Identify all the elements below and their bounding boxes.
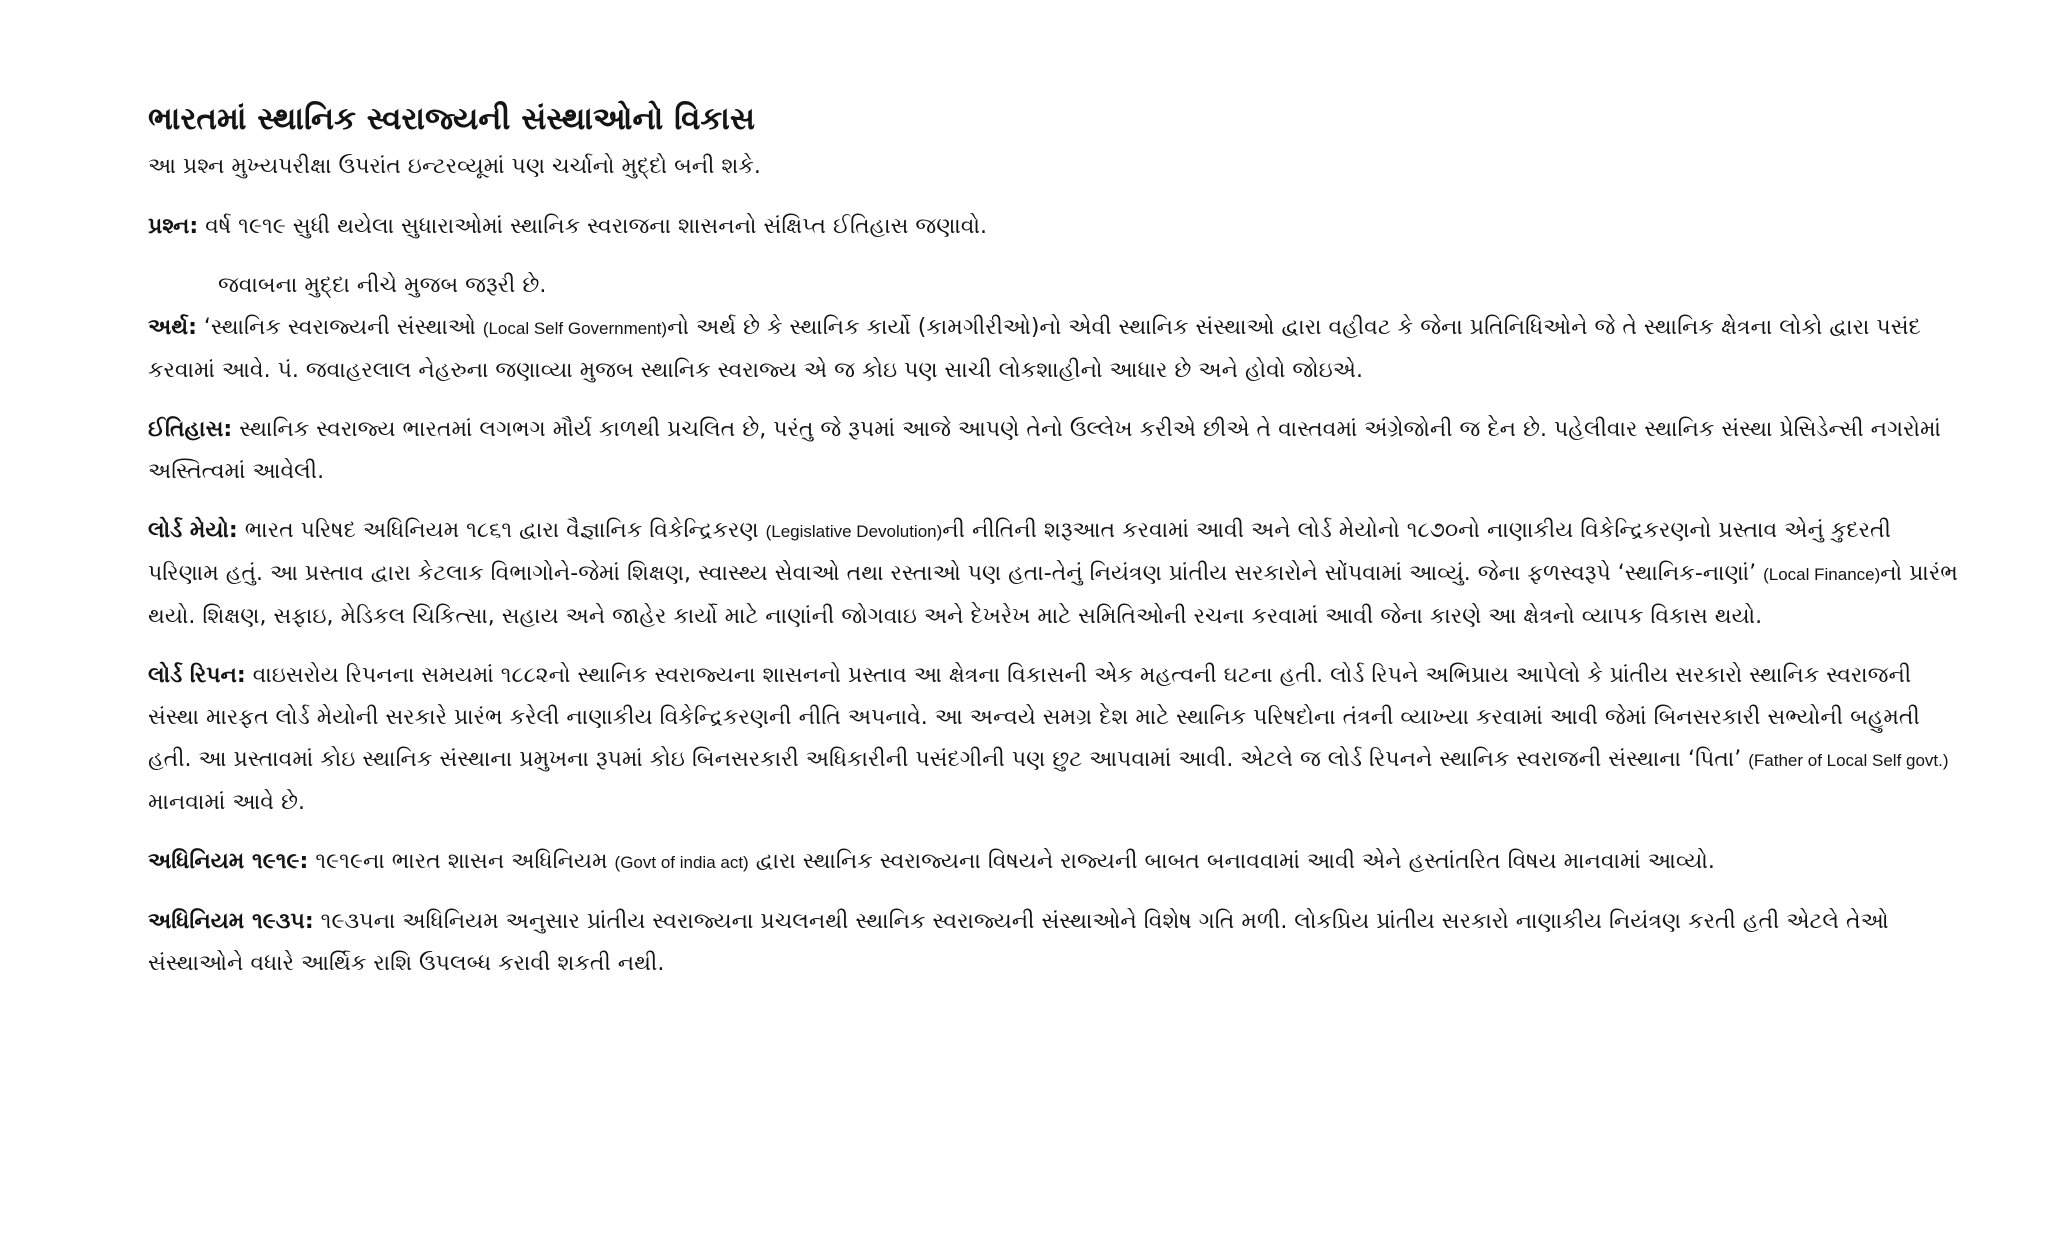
meaning-english-term: (Local Self Government) — [482, 319, 668, 338]
act-1919-english-term: (Govt of india act) — [614, 853, 749, 872]
ripon-paragraph — [148, 655, 1968, 824]
act-1935-paragraph — [148, 901, 1968, 985]
meaning-text-2: નો અર્થ છે કે સ્થાનિક કાર્યો (કામગીરીઓ)નો એવી સ્થાનિક સંસ્થાઓ દ્વારા વહીવટ કે જેના પ્રતિનિધિઓને જે તે સ્થાનિક ક્ષેત્રના લોકો દ્વારા પસંદ કરવામાં આવે. પં. જવાહરલાલ નેહરુના જણાવ્યા મુજબ સ્થાનિક સ્વરાજ્ય એ જ કોઇ પણ સાચી લોકશાહીનો આધાર છે અને હોવો જોઇએ. — [148, 315, 1921, 383]
act-1919-text-1: ૧૯૧૯ના ભારત શાસન અધિનિયમ — [308, 849, 615, 874]
page-title: ભારતમાં સ્થાનિક સ્વરાજ્યની સંસ્થાઓનો વિકાસ — [148, 101, 755, 137]
page-subtitle: આ પ્રશ્ન મુખ્યપરીક્ષા ઉપરાંત ઇન્ટરવ્યૂમાં પણ ચર્ચાનો મુદ્દો બની શકે. — [148, 154, 761, 179]
history-lead: ઈતિહાસ: — [148, 417, 233, 442]
answer-intro: જવાબના મુદ્દા નીચે મુજબ જરૂરી છે. — [218, 273, 547, 298]
mayo-english-term-1: (Legislative Devolution) — [765, 522, 943, 541]
act-1935-lead: અધિનિયમ ૧૯૩૫: — [148, 909, 314, 934]
question-lead: પ્રશ્ન: — [148, 214, 199, 239]
question-paragraph — [148, 206, 1968, 248]
meaning-paragraph — [148, 307, 1968, 392]
ripon-english-term: (Father of Local Self govt.) — [1748, 751, 1949, 770]
meaning-lead: અર્થ: — [148, 315, 197, 340]
question-text: વર્ષ ૧૯૧૯ સુધી થયેલા સુધારાઓમાં સ્થાનિક સ્વરાજના શાસનનો સંક્ષિપ્ત ઈતિહાસ જણાવો. — [198, 214, 987, 239]
mayo-english-term-2: (Local Finance) — [1763, 565, 1881, 584]
act-1919-text-2: દ્વારા સ્થાનિક સ્વરાજ્યના વિષયને રાજ્યની બાબત બનાવવામાં આવી એને હસ્તાંતરિત વિષય માનવામાં આવ્યો. — [748, 849, 1715, 874]
mayo-text-1: ભારત પરિષદ અધિનિયમ ૧૮૬૧ દ્વારા વૈજ્ઞાનિક વિકેન્દ્રિકરણ — [237, 518, 766, 543]
act-1919-paragraph — [148, 841, 1968, 884]
mayo-text-2: ની નીતિની શરૂઆત કરવામાં આવી અને લોર્ડ મેયોનો ૧૮૭૦નો નાણાકીય વિકેન્દ્રિકરણનો પ્રસ્તાવ એનું કુદરતી પરિણામ હતું. આ પ્રસ્તાવ દ્વારા કેટલાક વિભાગોને-જેમાં શિક્ષણ, સ્વાસ્થ્ય સેવાઓ તથા રસ્તાઓ પણ હતા-તેનું નિયંત્રણ પ્રાંતીય સરકારોને સોંપવામાં આવ્યું. જેના ફળસ્વરૂપે ‘સ્થાનિક-નાણાં’ — [148, 518, 1891, 586]
ripon-text-2: માનવામાં આવે છે. — [148, 790, 306, 815]
history-text: સ્થાનિક સ્વરાજ્ય ભારતમાં લગભગ મૌર્ય કાળથી પ્રચલિત છે, પરંતુ જે રૂપમાં આજે આપણે તેનો ઉલ્લેખ કરીએ છીએ તે વાસ્તવમાં અંગ્રેજોની જ દેન છે. પહેલીવાર સ્થાનિક સંસ્થા પ્રેસિડેન્સી નગરોમાં અસ્તિત્વમાં આવેલી. — [148, 417, 1941, 484]
act-1919-lead: અધિનિયમ ૧૯૧૯: — [148, 849, 309, 874]
meaning-text-1: ‘સ્થાનિક સ્વરાજ્યની સંસ્થાઓ — [196, 315, 483, 340]
document-page — [148, 92, 1968, 1002]
mayo-text-3: નો પ્રારંભ થયો. શિક્ષણ, સફાઇ, મેડિકલ ચિકિત્સા, સહાય અને જાહેર કાર્યો માટે નાણાંની જોગવાઇ અને દેખરેખ માટે સમિતિઓની રચના કરવામાં આવી જેના કારણે આ ક્ષેત્રનો વ્યાપક વિકાસ થયો. — [148, 561, 1958, 629]
mayo-paragraph — [148, 510, 1968, 638]
ripon-text-1: વાઇસરોય રિપનના સમયમાં ૧૮૮૨નો સ્થાનિક સ્વરાજ્યના શાસનનો પ્રસ્તાવ આ ક્ષેત્રના વિકાસની એક મહત્વની ઘટના હતી. લોર્ડ રિપને અભિપ્રાય આપેલો કે પ્રાંતીય સરકારો સ્થાનિક સ્વરાજની સંસ્થા મારફત લોર્ડ મેયોની સરકારે પ્રારંભ કરેલી નાણાકીય વિકેન્દ્રિકરણની નીતિ અપનાવે. આ અન્વયે સમગ્ર દેશ માટે સ્થાનિક પરિષદોના તંત્રની વ્યાખ્યા કરવામાં આવી જેમાં બિનસરકારી સભ્યોની બહુમતી હતી. આ પ્રસ્તાવમાં કોઇ સ્થાનિક સંસ્થાના પ્રમુખના રૂપમાં કોઇ બિનસરકારી અધિકારીની પસંદગીની પણ છુટ આપવામાં આવી. એટલે જ લોર્ડ રિપનને સ્થાનિક સ્વરાજની સંસ્થાના ‘પિતા’ — [148, 663, 1920, 772]
history-paragraph — [148, 409, 1968, 493]
ripon-lead: લોર્ડ રિપન: — [148, 663, 246, 688]
mayo-lead: લોર્ડ મેયો: — [148, 518, 238, 543]
act-1935-text: ૧૯૩૫ના અધિનિયમ અનુસાર પ્રાંતીય સ્વરાજ્યના પ્રચલનથી સ્થાનિક સ્વરાજ્યની સંસ્થાઓને વિશેષ ગતિ મળી. લોકપ્રિય પ્રાંતીય સરકારો નાણાકીય નિયંત્રણ કરતી હતી એટલે તેઓ સંસ્થાઓને વધારે આર્થિક રાશિ ઉપલબ્ધ કરાવી શકતી નથી. — [148, 909, 1889, 976]
